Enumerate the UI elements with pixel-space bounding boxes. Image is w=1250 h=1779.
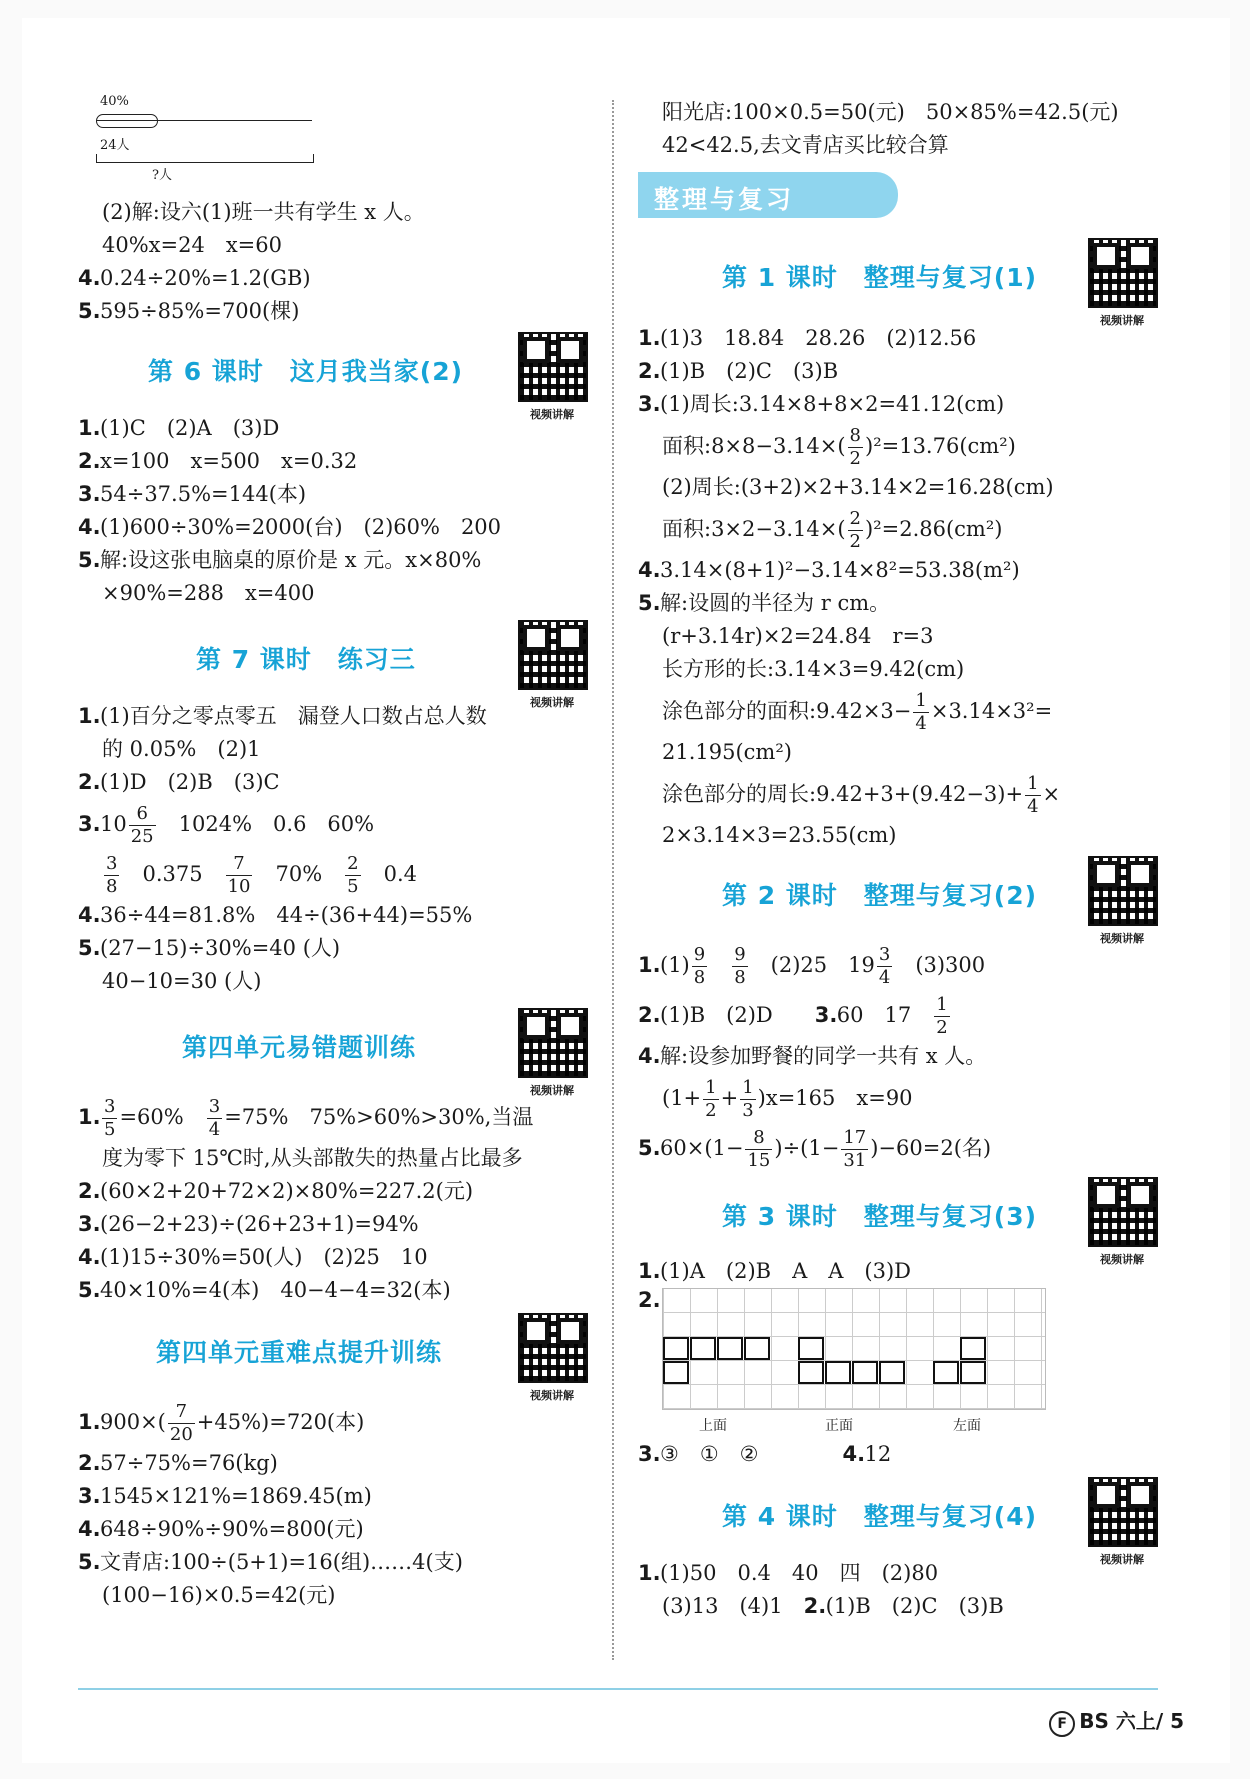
qr-caption: 视频讲解	[1100, 932, 1144, 945]
answer-value: 0.4	[383, 862, 418, 886]
qr-caption: 视频讲解	[1100, 1553, 1144, 1566]
answer-line: (1)B (2)C (3)B	[660, 359, 839, 383]
q-num: 1.	[638, 326, 661, 350]
q-num: 2.	[638, 1003, 661, 1027]
answer-line: (60×2+20+72×2)×80%=227.2(元)	[100, 1179, 474, 1203]
q-num: 1.	[78, 416, 101, 440]
answer-line: 解:设参加野餐的同学一共有 x 人。	[660, 1044, 987, 1068]
q-num: 2.	[638, 1288, 661, 1312]
answer-line: 36÷44=81.8% 44÷(36+44)=55%	[100, 903, 473, 927]
answer-line: ×90%=288 x=400	[102, 581, 315, 605]
answer-value: )²=13.76(cm²)	[865, 434, 1016, 458]
answer-line: 解:设这张电脑桌的原价是 x 元。x×80%	[100, 548, 482, 572]
fraction: $\frac{1}{2}$	[936, 994, 948, 1038]
answer-line: (1)3 18.84 28.26 (2)12.56	[660, 326, 977, 350]
answer-value: )÷(1−	[774, 1136, 840, 1160]
lesson-title: 第 7 课时 练习三	[196, 645, 416, 674]
answer-line: 1024% 0.6 60%	[178, 812, 375, 836]
q-num: 3.	[638, 1442, 661, 1466]
fraction: $\frac{8}{15}$	[747, 1127, 771, 1171]
answer-value: 60×(1−	[660, 1136, 744, 1160]
q-num: 2.	[78, 1451, 101, 1475]
answer-line: 648÷90%÷90%=800(元)	[100, 1517, 364, 1541]
answer-value: +45%)=720(本)	[196, 1410, 365, 1434]
q-num: 2.	[78, 449, 101, 473]
lesson-title: 第 2 课时 整理与复习(2)	[722, 881, 1038, 910]
q-num: 2.	[638, 359, 661, 383]
qr-code[interactable]	[1088, 856, 1158, 926]
answer-line: ③ ① ②	[660, 1442, 759, 1466]
answer-line: (100−16)×0.5=42(元)	[102, 1583, 336, 1607]
qr-caption: 视频讲解	[530, 1389, 574, 1402]
answer-line: (1)周长:3.14×8+8×2=41.12(cm)	[660, 392, 1005, 416]
fraction: $\frac{7}{10}$	[227, 853, 251, 897]
fraction: $\frac{1}{4}$	[1027, 773, 1039, 817]
answer-value: 60 17	[836, 1003, 912, 1027]
answer-value: (3)13 (4)1	[662, 1594, 783, 1618]
answer-line: 40%x=24 x=60	[102, 233, 282, 257]
q-num: 3.	[78, 1212, 101, 1236]
answer-line: 57÷75%=76(kg)	[100, 1451, 278, 1475]
answer-value: 70%	[275, 862, 323, 886]
section-title: 整理与复习	[654, 185, 795, 214]
q-num: 3.	[638, 392, 661, 416]
q-num: 5.	[78, 548, 101, 572]
answer-value: 面积:8×8−3.14×(	[662, 434, 846, 458]
fraction: $\frac{6}{25}$	[130, 803, 154, 847]
q-num: 1.	[638, 1561, 661, 1585]
mixed-whole: 10	[100, 812, 127, 836]
q-num: 5.	[638, 591, 661, 615]
view-label: 左面	[953, 1418, 981, 1434]
answer-line: (1)C (2)A (3)D	[100, 416, 280, 440]
answer-value: 面积:3×2−3.14×(	[662, 517, 846, 541]
answer-line: 解:设圆的半径为 r cm。	[660, 591, 891, 615]
q-num: 5.	[78, 299, 101, 323]
answer-value: )²=2.86(cm²)	[865, 517, 1003, 541]
publisher-badge: F	[1049, 1711, 1075, 1737]
diagram-total: ?人	[152, 168, 172, 183]
answer-line: 40×10%=4(本) 40−4−4=32(本)	[100, 1278, 451, 1302]
q-num: 1.	[78, 704, 101, 728]
fraction: $\frac{2}{5}$	[347, 853, 359, 897]
answer-value: )x=165 x=90	[757, 1086, 913, 1110]
answer-line: 文青店:100÷(5+1)=16(组)……4(支)	[100, 1550, 463, 1574]
q-num: 1.	[638, 1259, 661, 1283]
q-num: 4.	[638, 1044, 661, 1068]
fraction: $\frac{3}{4}$	[208, 1096, 221, 1140]
q-num: 4.	[78, 266, 101, 290]
answer-value: (2)25 19	[770, 953, 875, 977]
q-num: 3.	[78, 812, 101, 836]
q-num: 2.	[78, 1179, 101, 1203]
q-num: 2.	[78, 770, 101, 794]
answer-value: (1)B (2)C (3)B	[825, 1594, 1004, 1618]
answer-value: 0.375	[142, 862, 203, 886]
page-number: BS 六上/ 5	[1079, 1709, 1184, 1733]
lesson-title: 第 4 课时 整理与复习(4)	[722, 1502, 1038, 1531]
fraction: $\frac{3}{5}$	[104, 1096, 116, 1140]
answer-value: 900×(	[100, 1410, 166, 1434]
fraction: $\frac{3}{4}$	[878, 944, 891, 988]
answer-line: (27−15)÷30%=40 (人)	[100, 936, 341, 960]
answer-line: 1545×121%=1869.45(m)	[100, 1484, 372, 1508]
answer-line: (26−2+23)÷(26+23+1)=94%	[100, 1212, 419, 1236]
fraction: $\frac{17}{31}$	[843, 1127, 867, 1171]
q-num: 5.	[638, 1136, 661, 1160]
answer-line: 42<42.5,去文青店买比较合算	[662, 133, 949, 157]
answer-value: (1+	[662, 1086, 702, 1110]
answer-line: (1)15÷30%=50(人) (2)25 10	[100, 1245, 428, 1269]
q-num: 2.	[803, 1594, 827, 1618]
q-num: 3.	[78, 1484, 101, 1508]
q-num: 4.	[78, 1245, 101, 1269]
fraction: $\frac{8}{2}$	[849, 425, 861, 469]
answer-line: (1)600÷30%=2000(台) (2)60% 200	[100, 515, 502, 539]
diagram-pct: 40%	[100, 94, 129, 109]
answer-line: 2×3.14×3=23.55(cm)	[662, 823, 897, 847]
qr-code[interactable]	[1088, 1477, 1158, 1547]
qr-code[interactable]	[1088, 1177, 1158, 1247]
q-num: 4.	[78, 903, 101, 927]
diagram-count: 24人	[100, 138, 130, 153]
answer-value: ×	[1042, 782, 1061, 806]
fraction: $\frac{3}{8}$	[106, 853, 118, 897]
q-num: 3.	[814, 1003, 838, 1027]
right-column: 阳光店:100×0.5=50(元) 50×85%=42.5(元) 42<42.5,去文青店买比较合算 整理与复习 第 1 课时 整理与复习(1) 视频讲解 1.(1)3 18.84 28.26 (2)12.56 2.(1)B (2)C (3)B 3.(1)周长:3.14×8+8×2=41.12(cm) 面积:8×8−3.14×( $\frac{8}{2}$ )²=13.76(cm²) (2)周长:(3+2)×2+3.14×2=16.28(cm) 面积:3×2−3.14×( $\frac{2}{2}$ )²=2.86(cm²) 4.3.14×(8+1)²−3.14×8²=53.38(m²) 5.解:设圆的半径为 r cm。 (r+3.14r)×2=24.84 r=3 长方形的长:3.14×3=9.42(cm) 涂色部分的面积:9.42×3− $\frac{1}{4}$ ×3.14×3²= 21.195(cm²) 涂色部分的周长:9.42+3+(9.42−3)+ $\frac{1}{4}$ × 2×3.14×3=23.55(cm) 第 2 课时 整理与复习(2) 视频讲解 1.(1) $\frac{9}{8}$ $\frac{9}{8}$ (2)25 19 $\frac{3}{4}$ (3)300 2.(1)B (2)D 3.60 17 $\frac{1}{2}$ 4.解:设参加野餐的同学一共有 x 人。 (1+ $\frac{1}{2}$ + $\frac{1}{3}$ )x=165 x=90 5.60×(1− $\frac{8}{15}$ )÷(1− $\frac{17}{31}$ )−60=2(名) 第 3 课时 整理与复习(3) 视频讲解 1.(1)A (2)B A A (3)D 2. 上面 正面 左面 3.③ ① ② 4.12 第 4 课时 整理与复习(4) 视频讲解 1.(1)50 0.4 40 四 (2)80 (3)13 (4)1 2.(1)B (2)C (3)B	[638, 96, 1158, 1623]
answer-value: =75% 75%>60%>30%,当温	[224, 1105, 534, 1129]
qr-code[interactable]	[1088, 238, 1158, 308]
lesson-title: 第四单元重难点提升训练	[156, 1338, 443, 1367]
answer-line: (1)50 0.4 40 四 (2)80	[660, 1561, 939, 1585]
answer-value: )−60=2(名)	[870, 1136, 992, 1160]
views-grid	[662, 1288, 1046, 1434]
left-column	[78, 96, 588, 1612]
lesson-title: 第 1 课时 整理与复习(1)	[722, 263, 1038, 292]
line-diagram	[78, 96, 588, 196]
answer-line: 40−10=30 (人)	[102, 969, 262, 993]
fraction: $\frac{1}{4}$	[915, 690, 927, 734]
answer-line: 阳光店:100×0.5=50(元) 50×85%=42.5(元)	[662, 100, 1119, 124]
fraction: $\frac{1}{3}$	[742, 1077, 754, 1121]
qr-caption: 视频讲解	[530, 1084, 574, 1097]
q-num: 4.	[638, 558, 661, 582]
answer-line: x=100 x=500 x=0.32	[100, 449, 358, 473]
answer-value: 12	[864, 1442, 892, 1466]
q-num: 5.	[78, 1278, 101, 1302]
answer-line: (r+3.14r)×2=24.84 r=3	[662, 624, 934, 648]
answer-value: =60%	[119, 1105, 184, 1129]
q-num: 4.	[78, 515, 101, 539]
fraction: $\frac{7}{20}$	[169, 1401, 193, 1445]
answer-line: 度为零下 15℃时,从头部散失的热量占比最多	[102, 1146, 523, 1170]
section-header	[638, 166, 1158, 232]
qr-caption: 视频讲解	[1100, 314, 1144, 327]
answer-line: (1)A (2)B A A (3)D	[660, 1259, 912, 1283]
q-num: 3.	[78, 482, 101, 506]
q-num: 5.	[78, 1550, 101, 1574]
answer-value: 涂色部分的周长:9.42+3+(9.42−3)+	[662, 782, 1024, 806]
answer-line: 3.14×(8+1)²−3.14×8²=53.38(m²)	[660, 558, 1020, 582]
answer-value: (1)	[660, 953, 690, 977]
answer-line: (1)百分之零点零五 漏登人口数占总人数	[100, 704, 487, 728]
answer-line: 0.24÷20%=1.2(GB)	[100, 266, 311, 290]
page-footer	[1049, 1705, 1184, 1737]
answer-value: (3)300	[915, 953, 986, 977]
q-num: 4.	[842, 1442, 866, 1466]
footer-rule	[78, 1688, 1158, 1690]
fraction: $\frac{2}{2}$	[849, 508, 861, 552]
fraction: $\frac{9}{8}$	[693, 944, 706, 988]
answer-value: 涂色部分的面积:9.42×3−	[662, 699, 912, 723]
qr-caption: 视频讲解	[1100, 1253, 1144, 1266]
answer-line: 595÷85%=700(棵)	[100, 299, 300, 323]
qr-code[interactable]	[518, 1008, 588, 1078]
answer-line: (2)周长:(3+2)×2+3.14×2=16.28(cm)	[662, 475, 1054, 499]
lesson-title: 第 6 课时 这月我当家(2)	[148, 357, 464, 386]
answer-value: ×3.14×3²=	[930, 699, 1053, 723]
qr-code[interactable]	[518, 332, 588, 402]
q-num: 5.	[78, 936, 101, 960]
answer-line: (2)解:设六(1)班一共有学生 x 人。	[102, 200, 425, 224]
answer-line: 长方形的长:3.14×3=9.42(cm)	[662, 657, 965, 681]
answer-line: 21.195(cm²)	[662, 740, 792, 764]
q-num: 1.	[78, 1410, 101, 1434]
column-divider	[612, 100, 614, 1660]
view-label: 上面	[699, 1418, 727, 1434]
lesson-title: 第四单元易错题训练	[182, 1033, 417, 1062]
q-num: 4.	[78, 1517, 101, 1541]
view-label: 正面	[825, 1418, 853, 1434]
fraction: $\frac{1}{2}$	[705, 1077, 717, 1121]
qr-caption: 视频讲解	[530, 696, 574, 709]
fraction: $\frac{9}{8}$	[734, 944, 746, 988]
answer-line: 的 0.05% (2)1	[102, 737, 261, 761]
qr-code[interactable]	[518, 620, 588, 690]
q-num: 1.	[78, 1105, 101, 1129]
qr-caption: 视频讲解	[530, 408, 574, 421]
lesson-title: 第 3 课时 整理与复习(3)	[722, 1202, 1038, 1231]
qr-code[interactable]	[518, 1313, 588, 1383]
q-num: 1.	[638, 953, 661, 977]
answer-line: 54÷37.5%=144(本)	[100, 482, 307, 506]
answer-line: (1)D (2)B (3)C	[100, 770, 280, 794]
answer-value: (1)B (2)D	[660, 1003, 773, 1027]
